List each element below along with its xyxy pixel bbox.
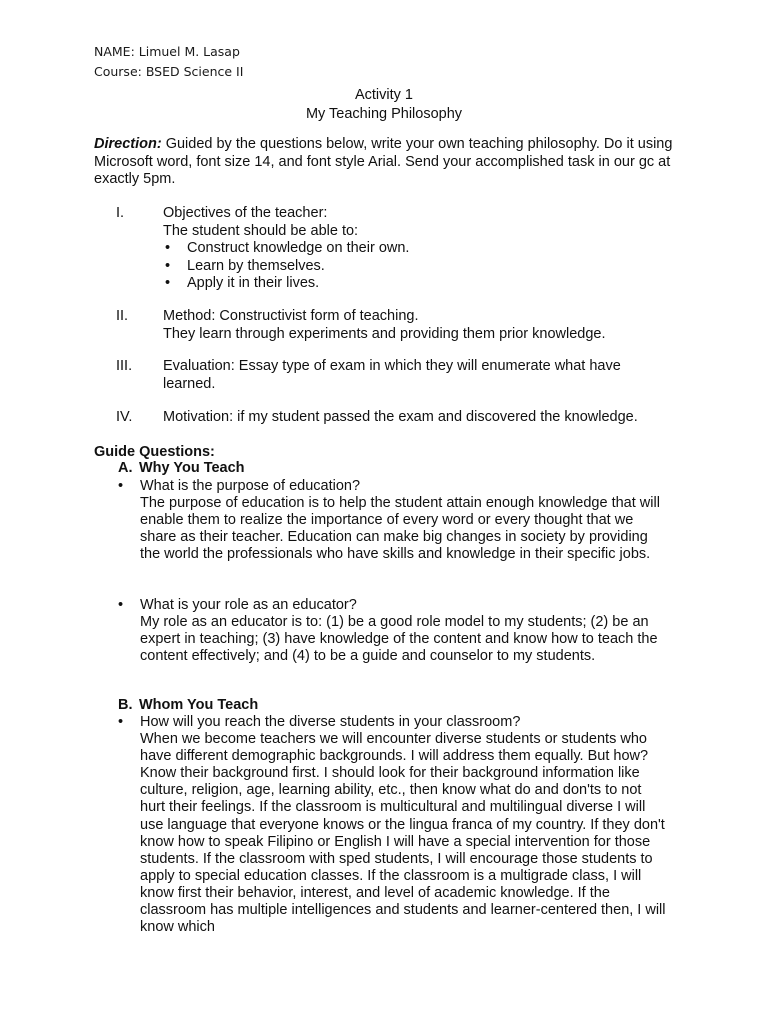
bullet-icon: • bbox=[118, 714, 124, 730]
section-heading: Objectives of the teacher: bbox=[163, 205, 328, 221]
section-text: Evaluation: Essay type of exam in which they will enumerate what have learned. bbox=[163, 358, 621, 392]
subsection-heading-b bbox=[118, 697, 258, 715]
subsection-heading-a bbox=[118, 460, 245, 478]
activity-number: Activity 1 bbox=[354, 87, 413, 103]
student-course: Course: BSED Science II bbox=[94, 64, 244, 79]
list-item: • Construct knowledge on their own. bbox=[141, 240, 683, 258]
answer-text: When we become teachers we will encounter diverse students or students who have different demographic backgrounds. I will address them equally. But how? Know their background first. I should look for their background information like culture, religion, age, learning ability, etc., then know what do and don'ts to not hurt their feelings. If the classroom is multicultural and multilingual diverse I will use language that everyone knows or the lingua franca of my country. If they don't know how to speak Filipino or English I will have a special intervention for those students. If the classroom with sped students, I will encourage those students to apply to special education classes. If the classroom is a multigrade class, I will know first their behavior, interest, and level of academic knowledge. If the classroom has multiple intelligences and students and learner-centered then, I will know which bbox=[140, 731, 666, 936]
student-name: NAME: Limuel M. Lasap bbox=[94, 44, 240, 59]
question-block bbox=[94, 478, 674, 563]
question-text: What is your role as an educator? bbox=[140, 597, 357, 613]
list-item: • Learn by themselves. bbox=[141, 258, 683, 276]
section-number: III. bbox=[116, 358, 133, 374]
list-item: • Apply it in their lives. bbox=[141, 275, 683, 293]
subsection-letter: A. bbox=[118, 460, 133, 476]
bullet-icon: • bbox=[118, 478, 124, 494]
direction-text: Guided by the questions below, write your own teaching philosophy. Do it using Microsoft word, font size 14, and font style Arial. Send your accomplished task in our gc at exactly 5pm. bbox=[94, 136, 673, 187]
answer-text: The purpose of education is to help the student attain enough knowledge that will enable them to realize the importance of every word or every thought that we share as their teacher. Education can make big changes in society by providing the world the professionals who have skills and knowledge in their specific jobs. bbox=[140, 495, 660, 563]
section-heading: Method: Constructivist form of teaching. bbox=[163, 308, 419, 324]
subsection-title: Why You Teach bbox=[139, 460, 245, 476]
answer-text: My role as an educator is to: (1) be a good role model to my students; (2) be an expert in teaching; (3) have knowledge of the content and know how to teach the content effectively; and (4) to be a guide and counselor to my students. bbox=[140, 614, 658, 665]
direction-label: Direction: bbox=[94, 136, 162, 152]
student-header bbox=[94, 42, 243, 82]
section-number: II. bbox=[116, 308, 129, 324]
guide-questions-heading: Guide Questions: bbox=[94, 444, 215, 460]
activity-title: My Teaching Philosophy bbox=[305, 106, 463, 122]
section-text: Motivation: if my student passed the exam and discovered the knowledge. bbox=[163, 409, 638, 425]
section-number: IV. bbox=[116, 409, 133, 425]
section-text: They learn through experiments and providing them prior knowledge. bbox=[163, 325, 606, 342]
question-block bbox=[94, 597, 674, 665]
subsection-title: Whom You Teach bbox=[139, 697, 259, 713]
objective-list bbox=[141, 240, 683, 293]
section-subheading: The student should be able to: bbox=[163, 222, 359, 239]
section-number: I. bbox=[116, 205, 125, 221]
document-title bbox=[0, 86, 768, 124]
question-block bbox=[94, 714, 674, 936]
direction-paragraph bbox=[94, 136, 684, 189]
bullet-icon: • bbox=[118, 597, 124, 613]
question-text: How will you reach the diverse students in your classroom? bbox=[140, 714, 521, 730]
subsection-letter: B. bbox=[118, 697, 133, 713]
question-text: What is the purpose of education? bbox=[140, 478, 361, 494]
